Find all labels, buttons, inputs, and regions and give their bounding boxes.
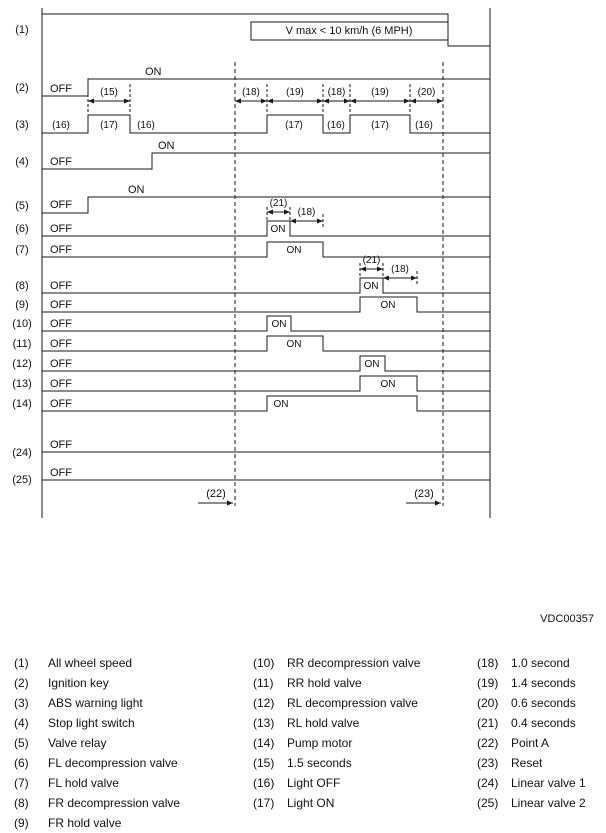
row-label: (5) [15,200,29,212]
off-label: OFF [50,223,72,235]
legend-item-text: Ignition key [48,676,109,690]
on-label: ON [270,224,286,235]
off-label: OFF [50,299,72,311]
arrowhead-icon [227,501,233,506]
rl-hold-valve-waveform [42,376,490,391]
legend-column [477,653,586,813]
row-label: (14) [12,398,32,410]
legend-item-text: Linear valve 1 [511,776,586,790]
off-label: OFF [50,280,72,292]
row-label: (1) [15,24,29,36]
legend-item [477,673,586,693]
fr-decompression-valve-waveform [42,278,490,293]
legend-item-number: (1) [14,656,29,670]
off-label: OFF [50,156,72,168]
legend-item [253,753,420,773]
light-on-label: (17) [371,120,389,131]
on-label: ON [158,140,175,152]
legend-item-text: Light ON [287,796,335,810]
span-label: (19) [371,87,389,98]
legend-item-number: (4) [14,716,29,730]
legend-item [14,673,180,693]
legend-item [253,653,420,673]
span-label: (18) [327,87,346,98]
vmax-condition-label: V max < 10 km/h (6 MPH) [285,25,413,37]
figure-code: VDC00357 [540,613,594,625]
legend-item [14,793,180,813]
off-label: OFF [50,338,72,350]
legend-item [253,673,420,693]
legend-item-text: Valve relay [48,736,107,750]
stop-light-switch-waveform [42,153,490,169]
legend-item-number: (11) [253,676,274,690]
row-label: (7) [15,244,29,256]
legend-item [253,713,420,733]
arrowhead-icon [124,99,130,104]
legend-item-number: (13) [253,716,275,730]
row-label: (3) [15,119,29,131]
legend-item [14,653,180,673]
arrowhead-icon [323,99,329,104]
row-label: (6) [15,223,29,235]
light-off-label: (16) [327,120,345,131]
on-label: ON [380,300,396,311]
legend-item-text: RL decompression valve [287,696,418,710]
legend-item-text: RR hold valve [287,676,362,690]
legend-item [477,713,586,733]
legend-item-text: 1.0 second [511,656,570,670]
arrowhead-icon [88,99,94,104]
legend-item-number: (9) [14,816,29,830]
arrowhead-icon [410,99,416,104]
span-label: (18) [297,207,316,218]
legend-item [14,753,180,773]
on-label: ON [145,66,162,78]
row-label: (9) [15,299,29,311]
legend-column [253,653,420,813]
light-off-label: (16) [415,120,433,131]
row-label: (24) [12,447,32,459]
arrowhead-icon [350,99,356,104]
legend-item [14,813,180,833]
legend-item-number: (22) [477,736,499,750]
legend-item [477,753,586,773]
legend-item-text: 0.6 seconds [511,696,576,710]
legend-item-text: All wheel speed [48,656,133,670]
arrowhead-icon [437,99,443,104]
legend-item-number: (18) [477,656,499,670]
legend-item [477,693,586,713]
row-label: (4) [15,156,29,168]
off-label: OFF [50,378,72,390]
legend-item-text: 0.4 seconds [511,716,576,730]
legend-item [253,733,420,753]
arrowhead-icon [235,99,241,104]
legend-item [477,653,586,673]
legend-item-number: (12) [253,696,275,710]
rr-decompression-valve-waveform [42,316,490,331]
arrowhead-icon [267,210,273,215]
legend-item-number: (5) [14,736,29,750]
all-wheel-speed-waveform [42,14,490,46]
point-a-label: (22) [206,488,226,500]
legend-item-text: FR decompression valve [48,796,181,810]
on-label: ON [380,379,396,390]
row-label: (12) [12,358,32,370]
light-on-label: (17) [100,120,118,131]
legend-item-text: RL hold valve [287,716,360,730]
arrowhead-icon [267,99,273,104]
legend-item [14,773,180,793]
legend-item-text: Linear valve 2 [511,796,586,810]
legend-item-number: (23) [477,756,499,770]
span-label: (19) [286,87,304,98]
legend-item-text: Light OFF [287,776,341,790]
on-label: ON [286,339,302,350]
valve-relay-waveform [42,197,490,213]
legend-item-text: Point A [511,736,550,750]
off-label: OFF [50,318,72,330]
arrowhead-icon [317,219,323,224]
on-label: ON [128,184,145,196]
span-label: (15) [100,87,118,98]
off-label: OFF [50,467,72,479]
legend-column [14,653,180,833]
legend-item-number: (16) [253,776,275,790]
fl-decompression-valve-waveform [42,221,490,236]
row-label: (2) [15,82,29,94]
legend-item-text: RR decompression valve [287,656,421,670]
legend-item-text: Pump motor [287,736,353,750]
legend-item [14,713,180,733]
legend-item-number: (17) [253,796,275,810]
on-label: ON [363,281,379,292]
legend-item-text: FR hold valve [48,816,122,830]
on-label: ON [271,319,287,330]
legend-item [477,793,586,813]
legend-item-number: (7) [14,776,29,790]
row-label: (13) [12,378,32,390]
legend-item [14,693,180,713]
legend-item [253,793,420,813]
row-label: (11) [12,338,32,350]
legend-item-text: FL hold valve [48,776,119,790]
arrowhead-icon [261,99,267,104]
span-label: (21) [362,255,381,266]
span-label: (18) [391,264,409,275]
legend-item-number: (10) [253,656,275,670]
off-label: OFF [50,398,72,410]
legend-item-text: FL decompression valve [48,756,178,770]
arrowhead-icon [290,219,296,224]
legend-item-number: (8) [14,796,29,810]
legend-item-number: (24) [477,776,499,790]
legend-item [477,773,586,793]
legend-item-text: 1.5 seconds [287,756,352,770]
legend-item-number: (3) [14,696,29,710]
off-label: OFF [50,244,72,256]
legend-item-text: ABS warning light [48,696,143,710]
legend-item-number: (6) [14,756,29,770]
light-off-label: (16) [52,120,70,131]
row-label: (10) [12,318,32,330]
rr-hold-valve-waveform [42,336,490,351]
legend-item [14,733,180,753]
legend-item-text: Stop light switch [48,716,135,730]
legend-item-text: 1.4 seconds [511,676,576,690]
legend-item [253,773,420,793]
legend-item [477,733,586,753]
off-label: OFF [50,199,72,211]
row-label: (8) [15,280,29,292]
on-label: ON [364,359,380,370]
arrowhead-icon [411,276,417,281]
legend-item [253,693,420,713]
legend [0,653,606,830]
pump-motor-waveform [42,396,490,411]
off-label: OFF [50,439,72,451]
legend-item-number: (19) [477,676,499,690]
legend-item-number: (15) [253,756,275,770]
rl-decompression-valve-waveform [42,356,490,371]
legend-item-number: (25) [477,796,499,810]
on-label: ON [273,399,289,410]
light-off-label: (16) [137,120,155,131]
arrowhead-icon [360,267,366,272]
legend-item-number: (2) [14,676,29,690]
fl-hold-valve-waveform [42,242,490,257]
span-label: (18) [242,87,260,98]
span-label: (20) [417,87,436,98]
legend-item-text: Reset [511,756,543,770]
arrowhead-icon [404,99,410,104]
legend-item-number: (21) [477,716,499,730]
row-label: (25) [12,474,32,486]
arrowhead-icon [435,501,441,506]
off-label: OFF [50,83,72,95]
reset-label: (23) [414,488,434,500]
off-label: OFF [50,358,72,370]
arrowhead-icon [317,99,323,104]
light-on-label: (17) [285,120,303,131]
arrowhead-icon [377,267,383,272]
legend-item-number: (20) [477,696,499,710]
fr-hold-valve-waveform [42,297,490,312]
on-label: ON [286,245,302,256]
arrowhead-icon [383,276,389,281]
span-label: (21) [269,198,288,209]
legend-item-number: (14) [253,736,275,750]
arrowhead-icon [284,210,290,215]
arrowhead-icon [344,99,350,104]
